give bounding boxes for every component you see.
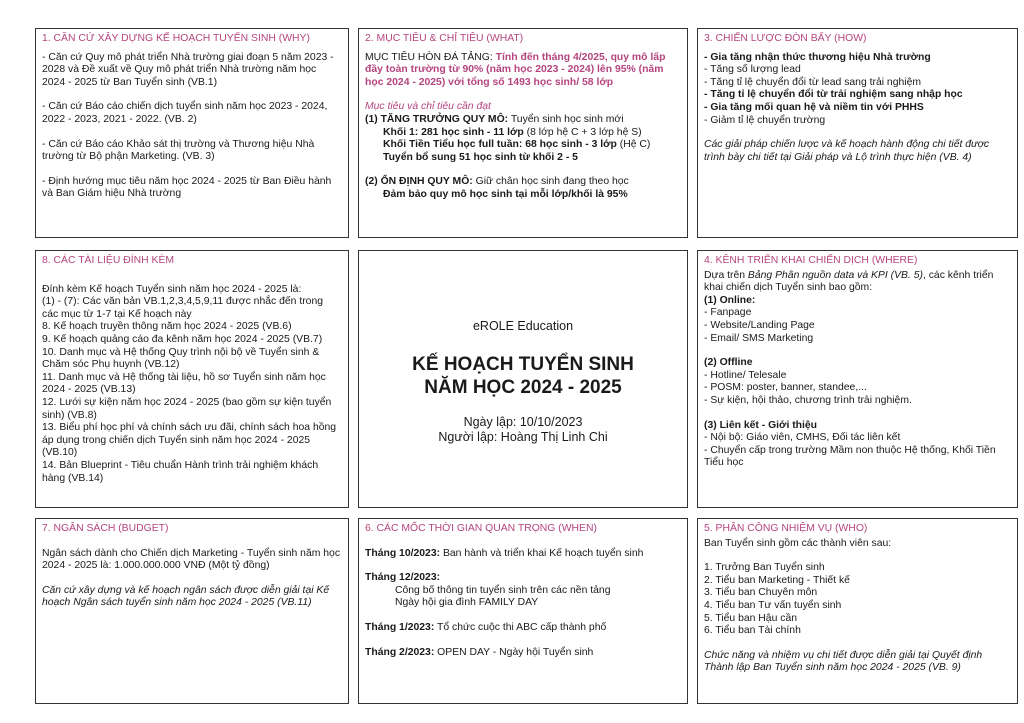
- who-title: 5. PHÂN CÔNG NHIỆM VỤ (WHO): [704, 523, 868, 534]
- milestone-label: Tháng 12/2023:: [365, 572, 441, 584]
- channel-item: - Email/ SMS Marketing: [704, 332, 814, 344]
- team-member: 5. Tiểu ban Hậu cần: [704, 612, 798, 624]
- attachment-item: 10. Danh mục và Hệ thống Quy trình nội bộ về Tuyển sinh & Chăm sóc Phụ huynh (VB.12): [42, 346, 320, 371]
- milestone-label: Tháng 2/2023:: [365, 646, 435, 658]
- why-section: [35, 28, 349, 238]
- growth-label: (1) TĂNG TRƯỞNG QUY MÔ:: [365, 113, 509, 125]
- plan-title: [365, 353, 681, 399]
- channel-item: - Hotline/ Telesale: [704, 369, 787, 381]
- why-title: 1. CĂN CỨ XÂY DỰNG KẾ HOẠCH TUYỂN SINH (WHY): [42, 33, 310, 44]
- stable-item: Đảm bảo quy mô học sinh tại mỗi lớp/khối là 95%: [383, 188, 628, 200]
- offline-label: (2) Offline: [704, 357, 753, 369]
- attachment-item: 13. Biểu phí học phí và chính sách ưu đãi, chính sách hoa hồng áp dụng trong chiến dịch Tuyển sinh năm học 2024 - 2025 (VB.10): [42, 422, 337, 459]
- milestone-item: Ngày hội gia đình FAMILY DAY: [395, 597, 539, 609]
- team-member: 2. Tiểu ban Marketing - Thiết kế: [704, 574, 850, 586]
- budget-note: Căn cứ xây dựng và kế hoạch ngân sách được diễn giải tại Kế hoạch Ngân sách tuyển sinh năm học 2024 - 2025 (VB.11): [42, 584, 330, 609]
- milestone: [365, 622, 681, 635]
- plan-title-line: KẾ HOẠCH TUYỂN SINH: [412, 353, 634, 375]
- who-note: Chức năng và nhiệm vụ chi tiết được diễn giải tại Quyết định Thành lập Ban Tuyển sinh năm học 2024 - 2025 (VB. 9): [704, 649, 983, 674]
- milestone-text: Ban hành và triển khai Kế hoạch tuyển sinh: [440, 547, 644, 559]
- what-subheading: Mục tiêu và chỉ tiêu cần đạt: [365, 101, 491, 113]
- how-item: - Giảm tỉ lệ chuyển trường: [704, 114, 826, 126]
- budget-text: Ngân sách dành cho Chiến dịch Marketing - Tuyển sinh năm học 2024 - 2025 là: 1.000.000.000 VNĐ (Một tỷ đồng): [42, 547, 341, 572]
- growth-text: Tuyển sinh học sinh mới: [508, 113, 624, 125]
- organization-name: eROLE Education: [472, 319, 574, 333]
- why-item: - Căn cứ Báo cáo chiến dịch tuyển sinh năm học 2023 - 2024, 2022 - 2023, 2021 - 2022. (VB. 2): [42, 101, 328, 125]
- who-intro: Ban Tuyển sinh gồm các thành viên sau:: [704, 537, 892, 549]
- when-title: 6. CÁC MỐC THỜI GIAN QUAN TRỌNG (WHEN): [365, 523, 597, 534]
- attachments-title: 8. CÁC TÀI LIỆU ĐÍNH KÈM: [42, 255, 175, 266]
- where-intro-text: Dựa trên: [704, 269, 748, 281]
- link-label: (3) Liên kết - Giới thiệu: [704, 419, 818, 431]
- channel-item: - Website/Landing Page: [704, 319, 815, 331]
- when-section: [358, 518, 688, 704]
- why-item: - Định hướng mục tiêu năm học 2024 - 2025 từ Ban Điều hành và Ban Giám hiệu Nhà trường: [42, 175, 332, 200]
- author: Người lập: Hoàng Thị Linh Chi: [438, 429, 608, 444]
- where-section: [697, 250, 1018, 508]
- why-item: - Căn cứ Báo cáo Khảo sát thị trường và Thương hiệu Nhà trường từ Bộ phận Marketing. (VB. 3): [42, 138, 315, 163]
- attachment-item: (1) - (7): Các văn bản VB.1,2,3,4,5,9,11 được nhắc đến trong các mục từ 1-7 tại Kế hoạch này: [42, 296, 324, 320]
- where-intro-text: , các kênh triển khai chiến dịch Tuyển sinh bao gồm:: [704, 269, 994, 294]
- why-item: - Căn cứ Quy mô phát triển Nhà trường giai đoạn 5 năm 2023 - 2028 và Đề xuất về Quy mô phát triển Nhà trường năm học 2024 - 2025 từ Ban Tuyển sinh (VB.1): [42, 51, 334, 88]
- core-goal-label: MỤC TIÊU HÒN ĐÁ TẢNG:: [365, 51, 496, 63]
- attachments-section: [35, 250, 349, 508]
- milestone-text: Tổ chức cuộc thi ABC cấp thành phố: [434, 621, 607, 633]
- channel-item: - Nội bộ: Giáo viên, CMHS, Đối tác liên kết: [704, 432, 901, 444]
- team-member: 4. Tiểu ban Tư vấn tuyển sinh: [704, 599, 842, 611]
- who-section: [697, 518, 1018, 704]
- created-date: Ngày lập: 10/10/2023: [463, 414, 583, 429]
- how-item: - Gia tăng mối quan hệ và niềm tin với PHHS: [704, 101, 924, 113]
- how-item: - Tăng tỉ lệ chuyển đổi từ trải nghiệm sang nhập học: [704, 89, 963, 101]
- growth-item: Tuyển bổ sung 51 học sinh từ khối 2 - 5: [383, 151, 578, 163]
- where-intro-ref: Bảng Phân nguồn data và KPI (VB. 5): [747, 269, 923, 281]
- plan-meta: [365, 415, 681, 445]
- attachment-item: 9. Kế hoạch quảng cáo đa kênh năm học 2024 - 2025 (VB.7): [42, 333, 323, 345]
- milestone-text: OPEN DAY - Ngày hội Tuyển sinh: [434, 646, 594, 658]
- channel-item: - POSM: poster, banner, standee,...: [704, 382, 867, 394]
- team-member: 3. Tiểu ban Chuyên môn: [704, 587, 818, 599]
- how-item: - Gia tăng nhận thức thương hiệu Nhà trường: [704, 51, 931, 63]
- what-title: 2. MỤC TIÊU & CHỈ TIÊU (WHAT): [365, 33, 524, 44]
- channel-item: - Fanpage: [704, 307, 752, 319]
- attachment-item: 8. Kế hoạch truyền thông năm học 2024 - 2025 (VB.6): [42, 321, 292, 333]
- milestone: [365, 647, 681, 660]
- budget-section: [35, 518, 349, 704]
- attachment-item: 11. Danh mục và Hệ thống tài liệu, hồ sơ Tuyển sinh năm học 2024 - 2025 (VB.13): [42, 371, 326, 396]
- where-title: 4. KÊNH TRIỂN KHAI CHIẾN DỊCH (WHERE): [704, 255, 918, 266]
- growth-item-rest: (Hệ C): [616, 139, 651, 151]
- how-title: 3. CHIẾN LƯỢC ĐÒN BẨY (HOW): [704, 33, 867, 44]
- budget-title: 7. NGÂN SÁCH (BUDGET): [42, 523, 169, 534]
- how-item: - Tăng tỉ lệ chuyển đổi từ lead sang trải nghiệm: [704, 76, 922, 88]
- attachments-intro: Đính kèm Kế hoạch Tuyển sinh năm học 2024 - 2025 là:: [42, 283, 302, 295]
- milestone-label: Tháng 1/2023:: [365, 621, 435, 633]
- how-note: Các giải pháp chiến lược và kế hoạch hành động chi tiết được trình bày chi tiết tại Giải pháp và Lộ trình thực hiện (VB. 4): [704, 139, 990, 163]
- how-list: [704, 52, 1011, 128]
- growth-item-bold: Khối Tiền Tiểu học full tuần: 68 học sinh - 3 lớp: [383, 139, 617, 151]
- growth-item-bold: Khối 1: 281 học sinh - 11 lớp: [383, 126, 524, 138]
- how-item: - Tăng số lượng lead: [704, 64, 801, 76]
- growth-item-rest: (8 lớp hệ C + 3 lớp hệ S): [523, 126, 642, 138]
- milestone-label: Tháng 10/2023:: [365, 547, 441, 559]
- channel-item: - Chuyển cấp trong trường Mầm non thuộc Hệ thống, Khối Tiền Tiểu học: [704, 444, 996, 469]
- what-section: [358, 28, 688, 238]
- stable-text: Giữ chân học sinh đang theo học: [472, 176, 629, 188]
- core-goal-value: Tính đến tháng 4/2025, quy mô lấp đầy toàn trường từ 90% (năm học 2023 - 2024) lên 95% (năm học 2024 - 2025) với tổng số 1493 học sinh/ 58 lớp: [365, 51, 666, 88]
- plan-title-line: NĂM HỌC 2024 - 2025: [424, 376, 622, 398]
- where-intro: [704, 270, 1011, 295]
- stable-label: (2) ỔN ĐỊNH QUY MÔ:: [365, 176, 473, 188]
- stable-goal: [365, 176, 681, 189]
- attachment-item: 12. Lưới sự kiện năm học 2024 - 2025 (bao gồm sự kiện tuyển sinh) (VB.8): [42, 396, 332, 421]
- team-member: 6. Tiểu ban Tài chính: [704, 625, 801, 637]
- growth-item: [365, 127, 681, 140]
- core-goal: [365, 52, 681, 90]
- channel-item: - Sự kiện, hội thảo, chương trình trải nghiệm.: [704, 394, 912, 406]
- milestone: [365, 548, 681, 561]
- growth-item: [365, 139, 681, 152]
- milestone-item: Công bố thông tin tuyển sinh trên các nền tảng: [395, 584, 611, 596]
- growth-goal: [365, 114, 681, 127]
- how-section: [697, 28, 1018, 238]
- team-member: 1. Trưởng Ban Tuyển sinh: [704, 562, 825, 574]
- attachment-item: 14. Bản Blueprint - Tiêu chuẩn Hành trình trải nghiệm khách hàng (VB.14): [42, 459, 319, 484]
- online-label: (1) Online:: [704, 294, 756, 306]
- cover-section: [358, 250, 688, 508]
